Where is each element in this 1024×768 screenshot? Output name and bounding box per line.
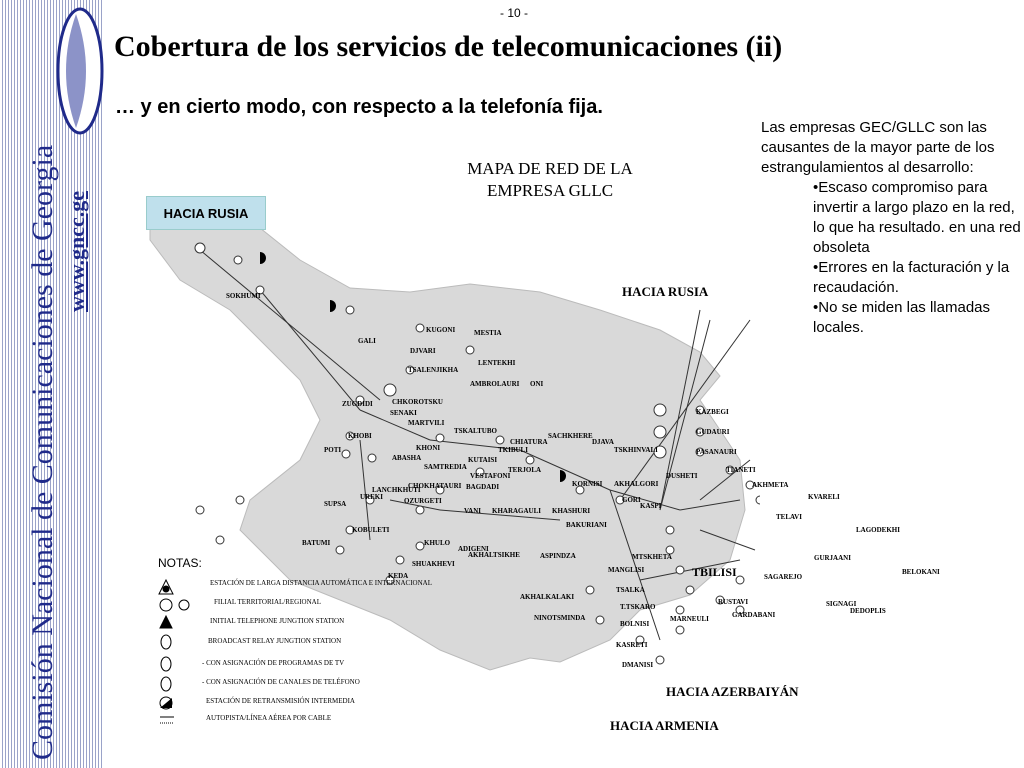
place-label: AMBROLAURI [470, 380, 520, 388]
page-subtitle: … y en cierto modo, con respecto a la telefonía fija. [115, 96, 603, 118]
place-label: KASPI [640, 502, 662, 510]
place-label: SUPSA [324, 500, 347, 508]
place-label: DUSHETI [666, 472, 698, 480]
place-label: DJVARI [410, 347, 436, 355]
legend-item: ESTACIÓN DE LARGA DISTANCIA AUTOMÁTICA E INTERNACIONAL [210, 579, 432, 587]
place-label: RUSTAVI [718, 598, 749, 606]
place-label: NINOTSMINDA [534, 614, 586, 622]
place-label: ASPINDZA [540, 552, 576, 560]
place-label: TIANETI [726, 466, 756, 474]
place-label: KEDA [388, 572, 409, 580]
place-label: ONI [530, 380, 544, 388]
place-label: KHULO [424, 539, 451, 547]
place-label: BOLNISI [620, 620, 650, 628]
place-label: LANCHKHUTI [372, 486, 421, 494]
place-label: KVARELI [808, 493, 840, 501]
legend-item: ESTACIÓN DE RETRANSMISIÓN INTERMEDIA [206, 697, 355, 705]
place-label: MANGLISI [608, 566, 645, 574]
place-label: AKHALGORI [614, 480, 659, 488]
place-label: DJAVA [592, 438, 614, 446]
place-label: BATUMI [302, 539, 331, 547]
notes-heading: NOTAS: [158, 556, 202, 570]
logo-emblem [48, 4, 104, 138]
place-label: VESTAFONI [470, 472, 511, 480]
place-label: TERJOLA [508, 466, 542, 474]
place-label: KAZBEGI [696, 408, 729, 416]
hacia-armenia-label: HACIA ARMENIA [610, 718, 719, 733]
side-bullet: •Errores en la facturación y la recaudación. [813, 259, 1010, 296]
place-label: LENTEKHI [478, 359, 516, 367]
legend-item: FILIAL TERRITORIAL/REGIONAL [214, 598, 321, 606]
place-label: TELAVI [776, 513, 802, 521]
place-label: DMANISI [622, 661, 654, 669]
place-label: ADIGENI [458, 545, 489, 553]
place-label: BAKURIANI [566, 521, 607, 529]
place-label: ZUGDIDI [342, 400, 373, 408]
legend-item: BROADCAST RELAY JUNGTION STATION [208, 637, 342, 645]
place-label: SAMTREDIA [424, 463, 467, 471]
place-label: KUTAISI [468, 456, 498, 464]
place-label: KASRETI [616, 641, 648, 649]
place-label: BAGDADI [466, 483, 500, 491]
place-label: LAGODEKHI [856, 526, 900, 534]
place-label: SACHKHERE [548, 432, 593, 440]
place-label: UREKI [360, 493, 383, 501]
place-label: SAGAREJO [764, 573, 803, 581]
place-label: KHASHURI [552, 507, 591, 515]
place-label: KHARAGAULI [492, 507, 542, 515]
place-label: KHONI [416, 444, 441, 452]
place-label: TSALENJIKHA [408, 366, 459, 374]
legend-item: - CON ASIGNACIÓN DE PROGRAMAS DE TV [202, 659, 345, 667]
place-label: AKHALTSIKHE [468, 551, 520, 559]
place-label: PASANAURI [696, 448, 737, 456]
legend-item: INITIAL TELEPHONE JUNGTION STATION [210, 617, 345, 625]
place-label: MARTVILI [408, 419, 445, 427]
place-label: SIGNAGI [826, 600, 857, 608]
place-label: T.TSKARO [620, 603, 656, 611]
place-label: KUGONI [426, 326, 456, 334]
side-bullet: •Escaso compromiso para invertir a largo plazo en la red, lo que ha resultado. en una red obsoleta [813, 179, 1021, 256]
map-title [440, 158, 660, 202]
place-label: KORNISI [572, 480, 603, 488]
place-label: CHOKHATAURI [408, 482, 462, 490]
place-label: BELOKANI [902, 568, 940, 576]
legend-item: AUTOPISTA/LÍNEA AÉREA POR CABLE [206, 714, 332, 722]
map-title-line2: EMPRESA GLLC [486, 181, 614, 200]
place-label: TSALKA [616, 586, 645, 594]
tbilisi-label: TBILISI [692, 565, 737, 579]
hacia-rusia-label: HACIA RUSIA [622, 284, 709, 299]
hacia-rusia-box: HACIA RUSIA [146, 196, 266, 230]
side-text-panel [761, 118, 1021, 338]
place-label: CHIATURA [510, 438, 548, 446]
side-bullet-list [761, 178, 1021, 338]
side-bullet: •No se miden las llamadas locales. [813, 299, 990, 336]
place-label: GURJAANI [814, 554, 851, 562]
page-title: Cobertura de los servicios de telecomunicaciones (ii) [114, 30, 783, 63]
place-label: GARDABANI [732, 611, 776, 619]
place-label: GALI [358, 337, 376, 345]
place-label: MARNEULI [670, 615, 709, 623]
hacia-azerbaiyan-label: HACIA AZERBAIYÁN [666, 684, 799, 699]
place-label: SHUAKHEVI [412, 560, 455, 568]
place-label: SOKHUMI [226, 292, 261, 300]
place-label: POTI [324, 446, 342, 454]
place-label: DEDOPLIS [850, 607, 886, 615]
map-title-line1: MAPA DE RED DE LA [467, 159, 633, 178]
place-label: OZURGETI [404, 497, 442, 505]
place-label: TSKALTUBO [454, 427, 497, 435]
place-label: MTSKHETA [632, 553, 672, 561]
place-label: CHKOROTSKU [392, 398, 443, 406]
organization-name: Comisión Nacional de Comunicaciones de Georgia [26, 144, 59, 760]
page-number: - 10 - [500, 6, 529, 20]
place-label: SENAKI [390, 409, 417, 417]
place-label: AKHMETA [752, 481, 789, 489]
place-label: VANI [464, 507, 481, 515]
organization-url[interactable]: www.gncc.ge [64, 191, 89, 312]
side-intro: Las empresas GEC/GLLC son las causantes de la mayor parte de los estrangulamientos al desarrollo: [761, 119, 995, 176]
place-label: MESTIA [474, 329, 502, 337]
place-label: TSKHINVALI [614, 446, 658, 454]
place-label: GORI [622, 496, 641, 504]
place-label: KOBULETI [352, 526, 390, 534]
place-label: AKHALKALAKI [520, 593, 575, 601]
legend-item: - CON ASIGNACIÓN DE CANALES DE TELÉFONO [202, 678, 360, 686]
legend-symbols [156, 576, 192, 726]
network-map [140, 200, 760, 700]
place-label: KHOBI [348, 432, 372, 440]
place-label: GUDAURI [696, 428, 730, 436]
place-label: ABASHA [392, 454, 422, 462]
place-label: TKIBULI [498, 446, 528, 454]
